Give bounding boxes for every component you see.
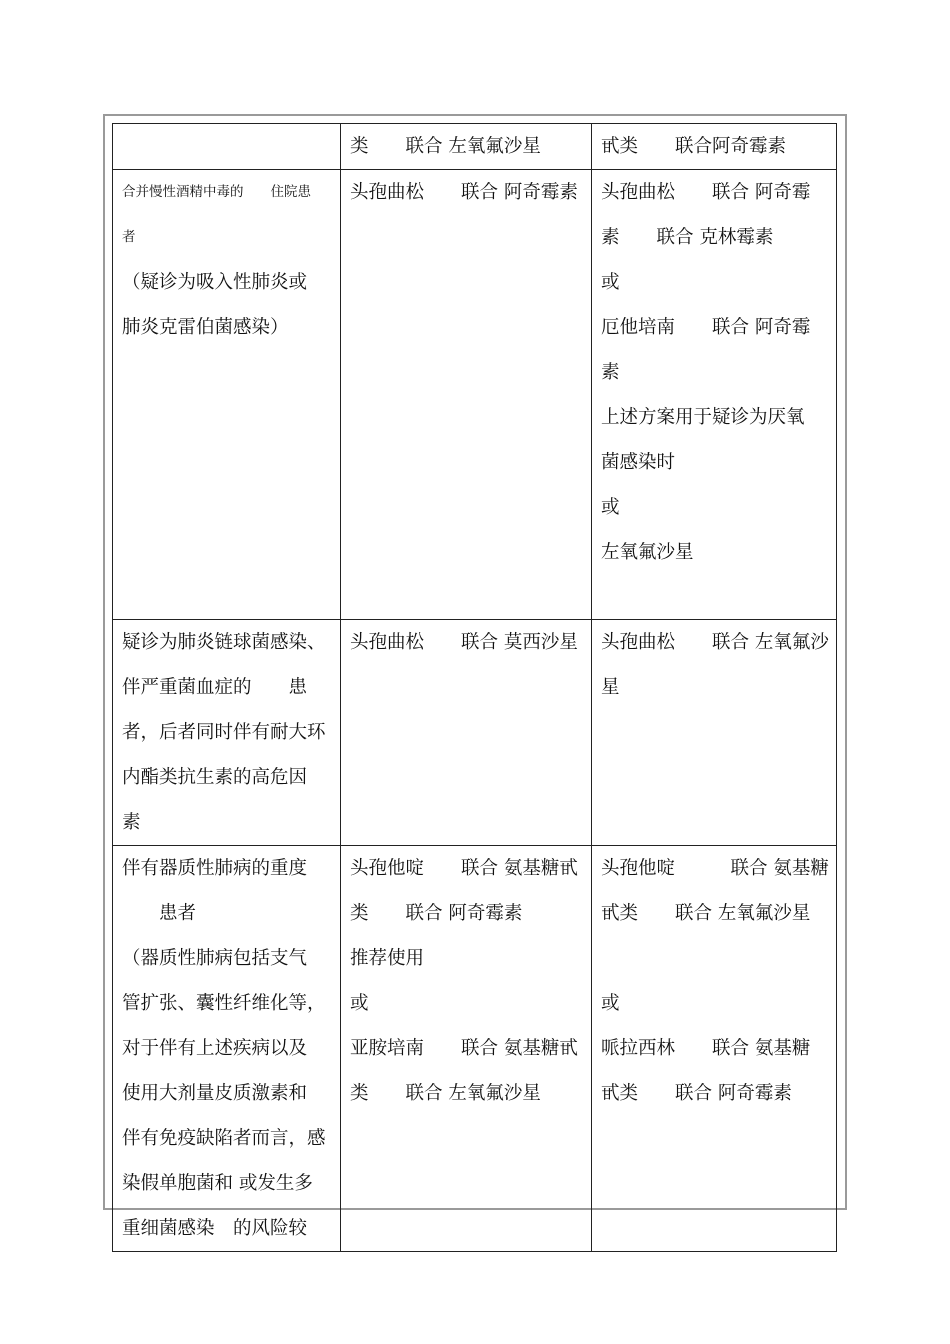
cell-line: 头孢曲松 联合 左氧氟沙 [601,632,829,653]
cell-line: （器质性肺病包括支气 [122,948,308,969]
cell-line: 内酯类抗生素的高危因 [122,767,308,788]
cell-line: 厄他培南 联合 阿奇霉 [601,317,811,338]
cell-line: 伴有器质性肺病的重度 [122,858,308,879]
cell-line: 亚胺培南 联合 氨基糖甙 [350,1038,578,1059]
cell-line: 甙类 联合阿奇霉素 [601,136,787,157]
patient-cell [113,124,341,170]
cell-line: 头孢曲松 联合 阿奇霉素 [350,182,578,203]
cell-line: 肺炎克雷伯菌感染） [122,317,289,338]
cell-line: 菌感染时 [601,452,676,473]
cell-line: 疑诊为肺炎链球菌感染、 [122,632,326,653]
cell-line: 头孢他啶 联合 氨基糖甙 [350,858,578,879]
first-choice-cell [341,124,592,170]
patient-cell [113,170,341,620]
cell-line: 患者 [122,903,197,924]
first-choice-cell [341,846,592,1252]
cell-line: （疑诊为吸入性肺炎或 [122,272,308,293]
table-row [113,846,837,1252]
first-choice-cell [341,620,592,846]
cell-line: 甙类 联合 左氧氟沙星 [601,903,811,924]
alternative-cell [592,620,837,846]
cell-line: 哌拉西林 联合 氨基糖 [601,1038,811,1059]
cell-line: 推荐使用 [350,948,425,969]
cell-line: 头孢他啶 联合 氨基糖 [601,858,829,879]
cell-line: 头孢曲松 联合 阿奇霉 [601,182,811,203]
table-row [113,620,837,846]
alternative-cell [592,846,837,1252]
cell-line: 对于伴有上述疾病以及 [122,1038,308,1059]
cell-line: 或 [601,497,620,518]
table-row [113,124,837,170]
cell-line: 甙类 联合 阿奇霉素 [601,1083,792,1104]
patient-cell [113,620,341,846]
first-choice-cell [341,170,592,620]
cell-line: 伴严重菌血症的 患 [122,677,308,698]
cell-line: 者，后者同时伴有耐大环 [122,722,326,743]
cell-line: 类 联合 阿奇霉素 [350,903,523,924]
cell-line: 类 联合 左氧氟沙星 [350,136,541,157]
cell-line: 染假单胞菌和 或发生多 [122,1173,313,1194]
patient-cell [113,846,341,1252]
cell-line: 头孢曲松 联合 莫西沙星 [350,632,578,653]
cell-line: 上述方案用于疑诊为厌氧 [601,407,805,428]
cell-line: 素 [601,362,620,383]
cell-line: 类 联合 左氧氟沙星 [350,1083,541,1104]
cell-line: 使用大剂量皮质激素和 [122,1083,308,1104]
table-row [113,170,837,620]
cell-line: 重细菌感染 的风险较 [122,1218,308,1239]
cell-line: 合并慢性酒精中毒的 住院患 [122,184,311,200]
cell-line: 或 [350,993,369,1014]
cell-line: 素 联合 克林霉素 [601,227,774,248]
cell-line: 素 [122,812,141,833]
alternative-cell [592,124,837,170]
cell-line [601,936,830,981]
cell-line: 伴有免疫缺陷者而言，感 [122,1128,326,1149]
cell-line: 星 [601,677,620,698]
cell-line: 管扩张、囊性纤维化等， [122,993,326,1014]
cell-line: 或 [601,993,620,1014]
cell-line: 左氧氟沙星 [601,542,694,563]
cell-line: 或 [601,272,620,293]
cell-line: 者 [122,229,136,245]
alternative-cell [592,170,837,620]
antibiotic-regimen-table [112,123,837,1252]
